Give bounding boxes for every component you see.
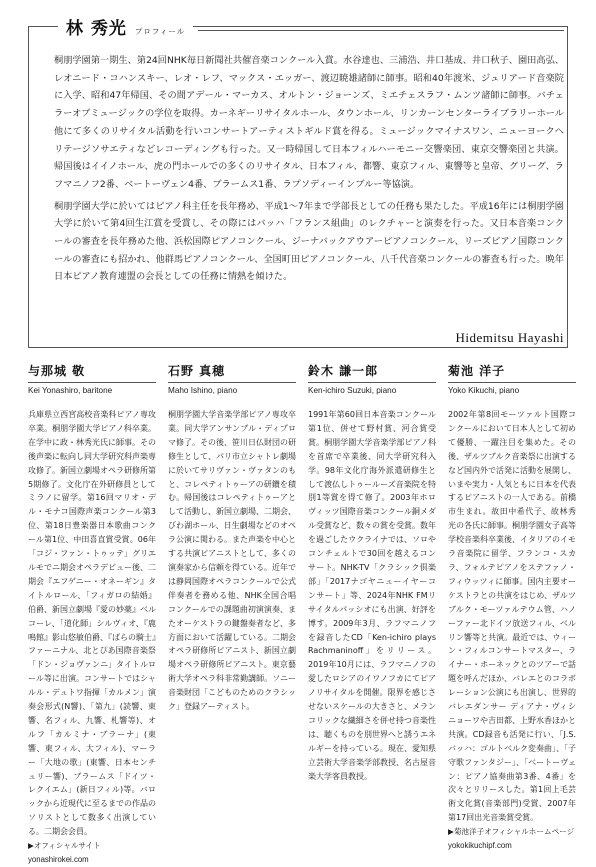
artist-bio-text: 1991年第60回日本音楽コンクール第1位、併せて野村賞、河合賞受賞。桐朋学園大学音楽学部ピアノ科を首席で卒業後、同大学研究科入学。98年文化庁海外派遣研修生として渡仏しトゥールーズ音楽院を特別1等賞を得て修了。2003年ホロヴィッツ国際音楽コンクール銅メダル受賞など、数々の賞を受賞。数年を過ごしたウクライナでは、ソロやコンチェルトで30回を越えるコンサート。NHK-TV「クラシック倶楽部」「2017ナゴヤニューイヤーコンサート」等、2024年NHK FMリサイタルパッシオにも出演、好評を博す。2009年3月、ラフマニノフを録音したCD「Ken-ichiro plays Rachmaninoff」をリリース。2019年10月には、ラフマニノフの愛したロシアのイワノフカにてピアノリサイタルを開催。限界を感じさせないスケールの大きさと、メランコリックな繊細さを併せ持つ音楽性は、聴くものを別世界へと誘うエネルギーを持っている。現在、愛知県立芸術大学音楽学部教授、名古屋音楽大学客員教授。 [308,410,436,781]
official-site-link[interactable]: ▶オフィシャルサイト [28,841,101,851]
official-site-link[interactable]: ▶菊池洋子オフィシャルホームページ [448,827,575,837]
artist-column-kikuchi [448,362,576,853]
artist-role: Maho Ishino, piano [168,386,238,395]
artist-bio-text: 兵庫県立西宮高校音楽科ピアノ専攻卒業。桐朋学園大学ピアノ科卒業。在学中に政・林秀光氏に師事。その後声楽に転向し同大学研究科声楽専攻修了。新国立劇場オペラ研修所第5期修了。文化庁在外研修員としてミラノに留学。第16回マリオ・デル・モナコ国際声楽コンクール第3位、第18日豊楽器日本歌曲コンクール第1位、中田喜直賞受賞。06年「コジ・ファン・トゥッテ」グリエルモでニ期会オペラデビュー後、二期会『エフゲニー・オネーギン』タイトルロール、「フィガロの結婚』伯爵、新国立劇場『愛の妙薬』ベルコーレ、「道化師」シルヴィオ、『鹿鳴館』影山悠敏伯爵、『ばらの騎士』ファーニナル、北とぴあ国際音楽祭「ドン・ジョヴァンニ」タイトルロール等に出演。コンサートではシャルル・デュトワ指揮「カルメン」演奏会形式(N響)、「第九」(読響、東響、名フィル、九響、札響等)、オルフ「カルミナ・ブラーナ」(東響、東フィル、大フィル)、マーラー「大地の歌」(東響、日本センチュリー響)、ブラームス「ドイツ・レクイエム」(新日フィル)等。バロックから近現代に至るまでの作品のソリストとして数多く出演している。二期会会員。 [28,410,156,837]
artist-bio [28,408,156,867]
profile-header [58,14,193,39]
artist-divider [28,382,156,383]
artist-name: 菊池 洋子 [448,364,506,378]
official-site-url[interactable]: yonashirokei.com [28,855,89,864]
header-rule [198,30,564,31]
artist-role: Yoko Kikuchi, piano [448,386,520,395]
profile-name: 林 秀光 [66,19,127,39]
artist-bio [168,408,296,714]
artist-name: 与那城 敬 [28,364,86,378]
profile-paragraph: 桐朋学園大学に於いてはピアノ科主任を長年務め、平成1～7年まで学部長としての任務も果たした。平成16年には桐朋学園大学に於いて第4回生江賞を受賞し、その際にはバッハ「フランス組曲」のレクチャーと演奏を行った。又日本音楽コンクールの審査を長年務めた他、浜松国際ピアノコンクール、ジーナバックアウアーピアノコンクール、リーズピアノ国際コンクールの審査にも招かれ、他群馬ピアノコンクール、全国町田ピアノコンクール、八千代音楽コンクールの審査も行った。晩年日本ピアノ教育連盟の会長としての任務に情熱を傾けた。 [54,200,564,283]
artist-divider [308,382,436,383]
artist-divider [168,382,296,383]
artist-divider [448,382,576,383]
profile-text [54,52,564,286]
artist-column-yonashiro [28,362,156,867]
artist-column-ishino [168,362,296,714]
profile-label: プロフィール [134,27,186,36]
artist-bio-text: 2002年第8回モーツァルト国際コンクールにおいて日本人として初めて優勝、一躍注目を集めた。その後、ザルツブルク音楽祭に出演するなど国内外で活発に活動を展開し、いまや実力・人気ともに日本を代表するピアニストの一人である。前橋市生まれ。故田中希代子、故林秀光の各氏に師事。桐朋学園女子高等学校音楽科卒業後、イタリアのイモラ音楽院に留学、フランコ・スカラ、フォルテピアノをステファノ・フィウッツィに師事。国内主要オーケストラとの共演をはじめ、ザルツブルク・モーツァルテウム管、ハノーファー北ドイツ放送フィル、ベルリン響等と共演。最近では、ウィーン・フィルコンサートマスター、ライナー・ホーネックとのツアーで話題を呼んだほか、バレエとのコラボレーション公演にも出演し、世界的バレエダンサー ディアナ・ヴィシニョーワや吉田都、上野水香ほかと共演。CD録音も活発に行い、「J.S.バッハ：ゴルトベルク変奏曲」、「子守歌ファンタジー」、「ベートーヴェン：ピアノ協奏曲第3番、4番」を次々とリリースした。第1回上毛芸術文化賞(音楽部門)受賞、2007年第17回出光音楽賞受賞。 [448,410,576,823]
artist-bio-text: 桐朋学園大学音楽学部ピアノ専攻卒業。同大学アンサンブル・ディプロマ修了。その後、笹川日仏財団の研修生として、パリ市立シャトレ劇場に於いてサリヴァン・ヴァタンのもと、コレペティトゥーアの研鑽を積む。帰国後はコレペティトゥーアとして活動し、新国立劇場、二期会、びわ湖ホール、日生劇場などのオペラ公演に関わる。また声楽を中心とする共演ピアニストとして、多くの演奏家から信頼を得ている。近年では静岡国際オペラコンクールで公式伴奏者を務める他、NHK全国合唱コンクールでの課題曲初演演奏、またオーケストラの鍵盤奏者など、多方面において活躍している。二期会オペラ研修所ピアニスト、新国立劇場オペラ研修所ピアニスト。東京藝術大学オペラ科非常勤講師。ソニー音楽財団「こどものためのクラシック」登録アーティスト。 [168,410,296,712]
artist-role: Kei Yonashiro, baritone [28,386,113,395]
artist-name: 石野 真穂 [168,364,226,378]
artist-bio [308,408,436,783]
profile-latin-name: Hidemitsu Hayashi [447,330,566,346]
artist-name: 鈴木 謙一郎 [308,364,379,378]
artist-role: Ken-ichiro Suzuki, piano [308,386,397,395]
artist-bio [448,408,576,853]
artist-column-suzuki [308,362,436,783]
official-site-url[interactable]: yokokikuchipf.com [448,841,512,851]
profile-paragraph: 桐朋学園第一期生、第24回NHK毎日新聞社共催音楽コンクール入賞。水谷達也、三浦浩、井口基成、井口秋子、園田高弘、レオニード・コハンスキー、レオ・レフ、マックス・エッガー、渡辺暁雄諸師に師事。昭和40年渡米、ジュリアード音楽院に入学、昭和47年帰国、その間アデール・マーカス、オルトン・ジョーンズ、ミエチェスラフ・ムンツ諸師に師事。バチェラーオブミュージックの学位を取得。カーネギーリサイタルホール、タウンホール、リンカーンセンターライブラリーホール他にて多くのリサイタル活動を行いコンサートアーティストギルド賞を得る。ミュージックマイナスワン、ニューヨークヘリテージソサエティなどレコーディングも行った。又一時帰国して日本フィルハーモニー交響楽団、東京交響楽団と共演。帰国後はイイノホール、虎の門ホールでの多くのリサイタル、日本フィル、都響、東京フィル、東響等と皇帝、グリーグ、ラフマニノフ2番、ベートーヴェン4番、ブラームス1番、ラプソディーインブルー等協演。 [54,55,564,190]
